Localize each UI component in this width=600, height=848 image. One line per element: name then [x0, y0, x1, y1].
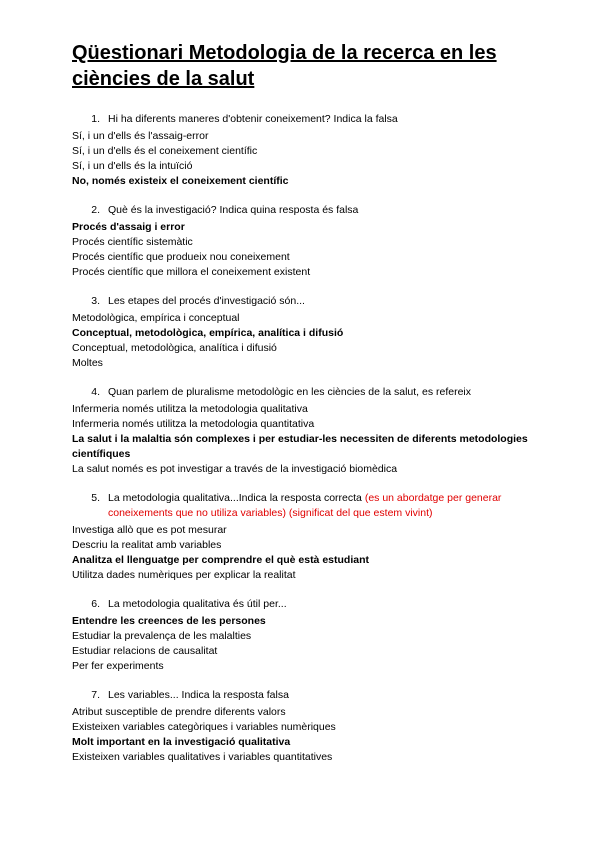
question-number: 5. [91, 492, 100, 504]
question-text-wrap [108, 203, 542, 218]
question-block [72, 203, 542, 280]
question-list [72, 112, 542, 779]
question-number: 1. [91, 113, 100, 125]
answer-option-correct: Molt important en la investigació qualitativa [72, 736, 291, 748]
answer-option-correct: Conceptual, metodològica, empírica, analítica i difusió [72, 327, 344, 339]
question-line [72, 203, 542, 218]
question-text-wrap [108, 385, 542, 400]
question-text: Hi ha diferents maneres d'obtenir coneixement? Indica la falsa [108, 113, 398, 125]
question-block [72, 688, 542, 765]
answer-option: La salut només es pot investigar a través de la investigació biomèdica [72, 463, 398, 475]
answer-option-correct: Analitza el llenguatge per comprendre el què està estudiant [72, 554, 369, 566]
answer-option: Investiga allò que es pot mesurar [72, 524, 227, 536]
answer-option: Existeixen variables categòriques i variables numèriques [72, 721, 336, 733]
page-title: Qüestionari Metodologia de la recerca en les ciències de la salut [72, 42, 497, 90]
answer-option: Utilitza dades numèriques per explicar la realitat [72, 569, 296, 581]
question-number: 2. [91, 204, 100, 216]
question-block [72, 385, 542, 477]
answer-option: Estudiar la prevalença de les malalties [72, 630, 252, 642]
answer-option: Conceptual, metodològica, analítica i difusió [72, 342, 277, 354]
question-text: Les etapes del procés d'investigació són... [108, 295, 305, 307]
question-number: 7. [91, 689, 100, 701]
answer-option-correct: La salut i la malaltia són complexes i per estudiar-les necessiten de diferents metodologies científiques [72, 433, 528, 460]
answer-option: Sí, i un d'ells és la intuïció [72, 160, 193, 172]
answer-option: Infermeria només utilitza la metodologia qualitativa [72, 403, 308, 415]
question-text-wrap [108, 688, 542, 703]
answer-option: Sí, i un d'ells és l'assaig-error [72, 130, 209, 142]
answer-option: Procés científic que produeix nou coneixement [72, 251, 290, 263]
question-text-wrap [108, 597, 542, 612]
answer-option: Sí, i un d'ells és el coneixement científic [72, 145, 258, 157]
question-text: Quan parlem de pluralisme metodològic en les ciències de la salut, es refereix [108, 386, 472, 398]
question-line [72, 112, 542, 127]
answer-option: Descriu la realitat amb variables [72, 539, 222, 551]
question-text-wrap [108, 112, 542, 127]
answer-option: Atribut susceptible de prendre diferents valors [72, 706, 286, 718]
answer-option: Metodològica, empírica i conceptual [72, 312, 240, 324]
answer-option: Estudiar relacions de causalitat [72, 645, 218, 657]
question-text: La metodologia qualitativa és útil per... [108, 598, 287, 610]
answer-option-correct: Procés d'assaig i error [72, 221, 185, 233]
question-line [72, 491, 542, 521]
question-text-wrap [108, 294, 542, 309]
question-line [72, 597, 542, 612]
question-line [72, 688, 542, 703]
question-text: Les variables... Indica la resposta falsa [108, 689, 289, 701]
question-number: 6. [91, 598, 100, 610]
answer-option-correct: No, només existeix el coneixement científic [72, 175, 289, 187]
question-block [72, 294, 542, 371]
answer-option: Procés científic sistemàtic [72, 236, 193, 248]
question-block [72, 112, 542, 189]
answer-option: Infermeria només utilitza la metodologia quantitativa [72, 418, 315, 430]
question-text: La metodologia qualitativa...Indica la resposta correcta [108, 492, 362, 504]
question-number: 3. [91, 295, 100, 307]
question-line [72, 294, 542, 309]
question-text: Què és la investigació? Indica quina resposta és falsa [108, 204, 359, 216]
question-text-wrap [108, 491, 542, 521]
question-block [72, 597, 542, 674]
question-line [72, 385, 542, 400]
answer-option: Per fer experiments [72, 660, 164, 672]
question-note: (es un abordatge per generar coneixements que no utiliza variables) (significat del que estem vivint) [108, 492, 502, 519]
answer-option: Moltes [72, 357, 103, 369]
question-block [72, 491, 542, 583]
answer-option: Procés científic que millora el coneixement existent [72, 266, 311, 278]
answer-option: Existeixen variables qualitatives i variables quantitatives [72, 751, 333, 763]
answer-option-correct: Entendre les creences de les persones [72, 615, 266, 627]
question-number: 4. [91, 386, 100, 398]
